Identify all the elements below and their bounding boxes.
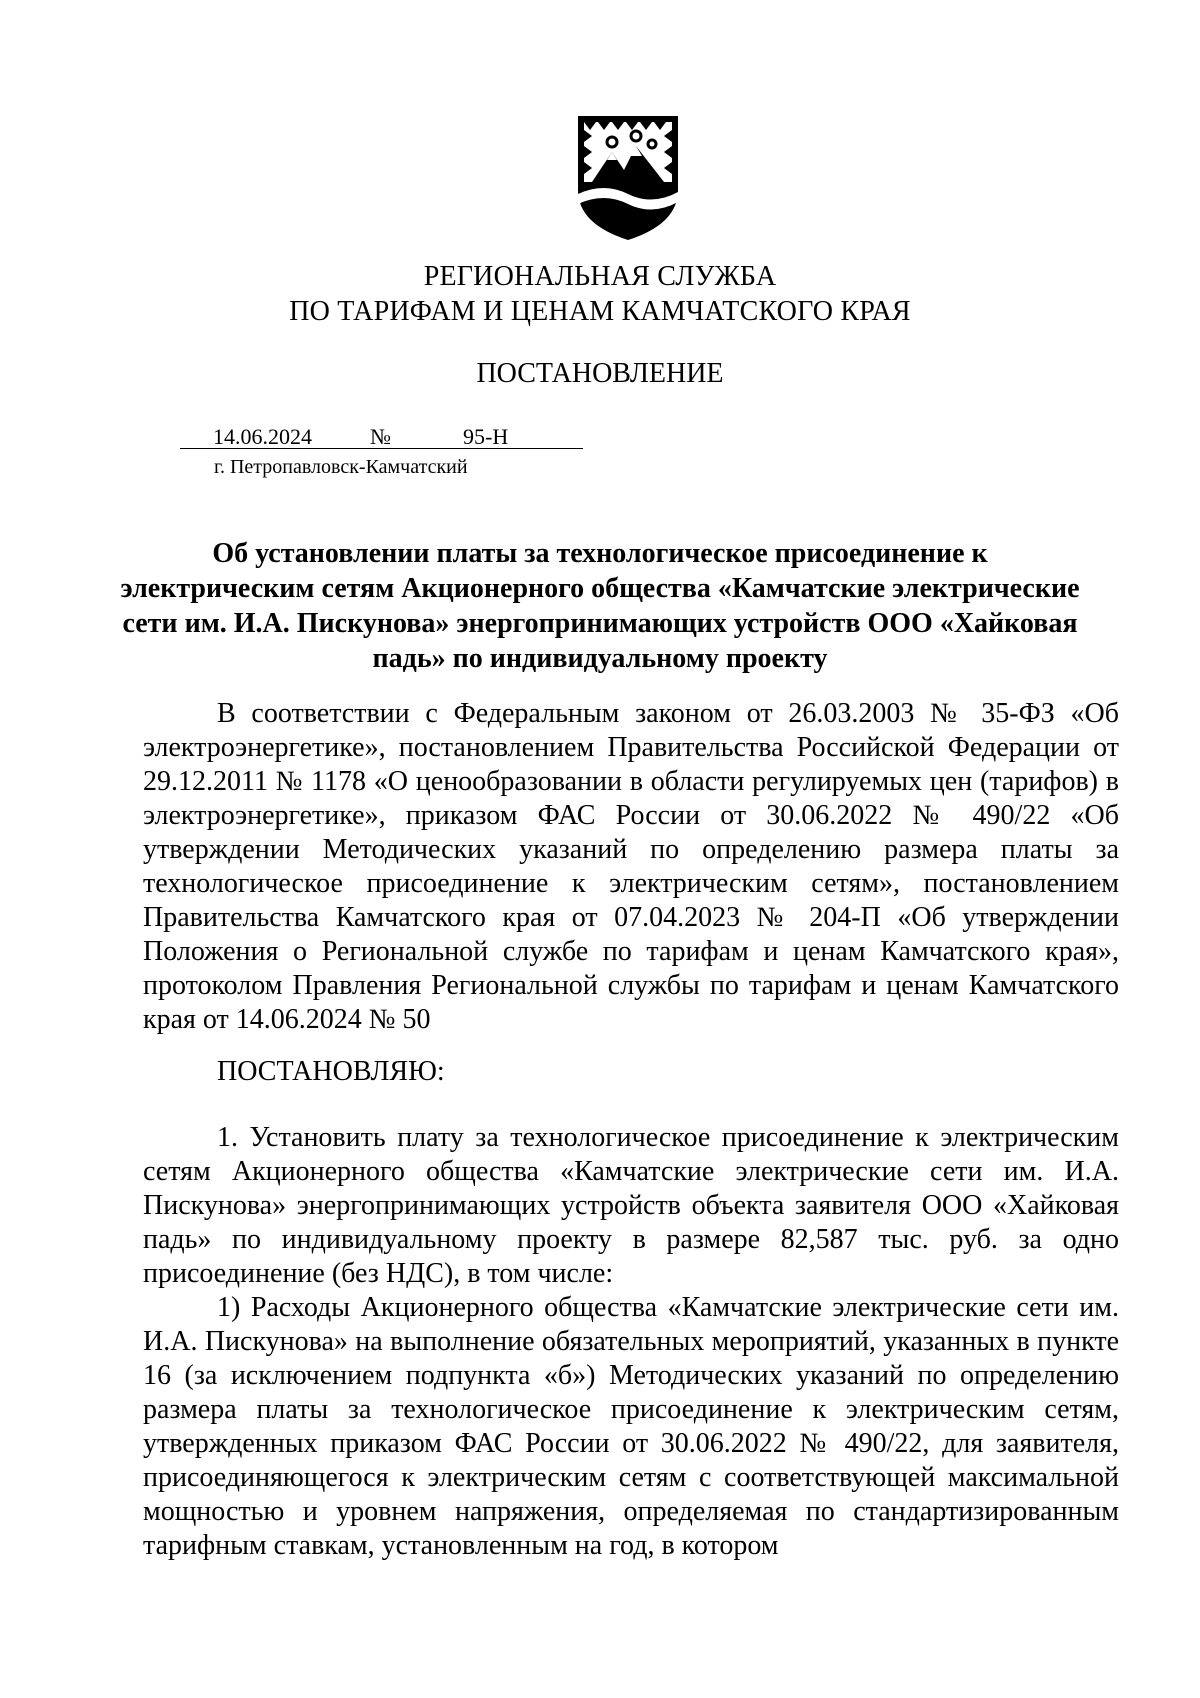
items-block	[143, 1121, 1119, 1563]
document-date: 14.06.2024	[213, 424, 312, 449]
item-paragraph: 1) Расходы Акционерного общества «Камчатские электрические сети им. И.А. Пискунова» на выполнение обязательных мероприятий, указанных в пункте 16 (за исключением подпункта «б») Методических указаний по определению размера платы за технологическое присоединение к электрическим сетям, утвержденных приказом ФАС России от 30.06.2022 № 490/22, для заявителя, присоединяющегося к электрическим сетям с соответствующей максимальной мощностью и уровнем напряжения, определяемая по стандартизированным тарифным ставкам, установленным на год, в котором	[143, 1292, 1119, 1561]
document-city: г. Петропавловск-Камчатский	[214, 456, 468, 478]
organization-name-line1: РЕГИОНАЛЬНАЯ СЛУЖБА	[423, 261, 777, 292]
kamchatka-coat-of-arms-icon	[574, 112, 682, 242]
registration-line	[180, 424, 583, 449]
number-sign: №	[370, 424, 391, 449]
document-number: 95-Н	[463, 424, 509, 449]
decree-word: ПОСТАНОВЛЯЮ:	[217, 1056, 445, 1087]
preamble-paragraph: В соответствии с Федеральным законом от 26.03.2003 № 35-ФЗ «Об электроэнергетике», постановлением Правительства Российской Федерации от 29.12.2011 № 1178 «О ценообразовании в области регулируемых цен (тарифов) в электроэнергетике», приказом ФАС России от 30.06.2022 № 490/22 «Об утверждении Методических указаний по определению размера платы за технологическое присоединение к электрическим сетям», постановлением Правительства Камчатского края от 07.04.2023 № 204-П «Об утверждении Положения о Региональной службе по тарифам и ценам Камчатского края», протоколом Правления Региональной службы по тарифам и ценам Камчатского края от 14.06.2024 № 50	[143, 698, 1119, 1035]
document-title: Об установлении платы за технологическое присоединение к электрическим сетям Акционерного общества «Камчатские электрические сети им. И.А. Пискунова» энергопринимающих устройств ООО «Хайковая падь» по индивидуальному проекту	[120, 538, 1080, 674]
document-type: ПОСТАНОВЛЕНИЕ	[476, 358, 724, 389]
item-paragraph: 1. Установить плату за технологическое присоединение к электрическим сетям Акционерного общества «Камчатские электрические сети им. И.А. Пискунова» энергопринимающих устройств объекта заявителя ООО «Хайковая падь» по индивидуальному проекту в размере 82,587 тыс. руб. за одно присоединение (без НДС), в том числе:	[143, 1122, 1119, 1289]
preamble-block	[143, 697, 1119, 1037]
organization-name-line2: ПО ТАРИФАМ И ЦЕНАМ КАМЧАТСКОГО КРАЯ	[289, 296, 911, 327]
